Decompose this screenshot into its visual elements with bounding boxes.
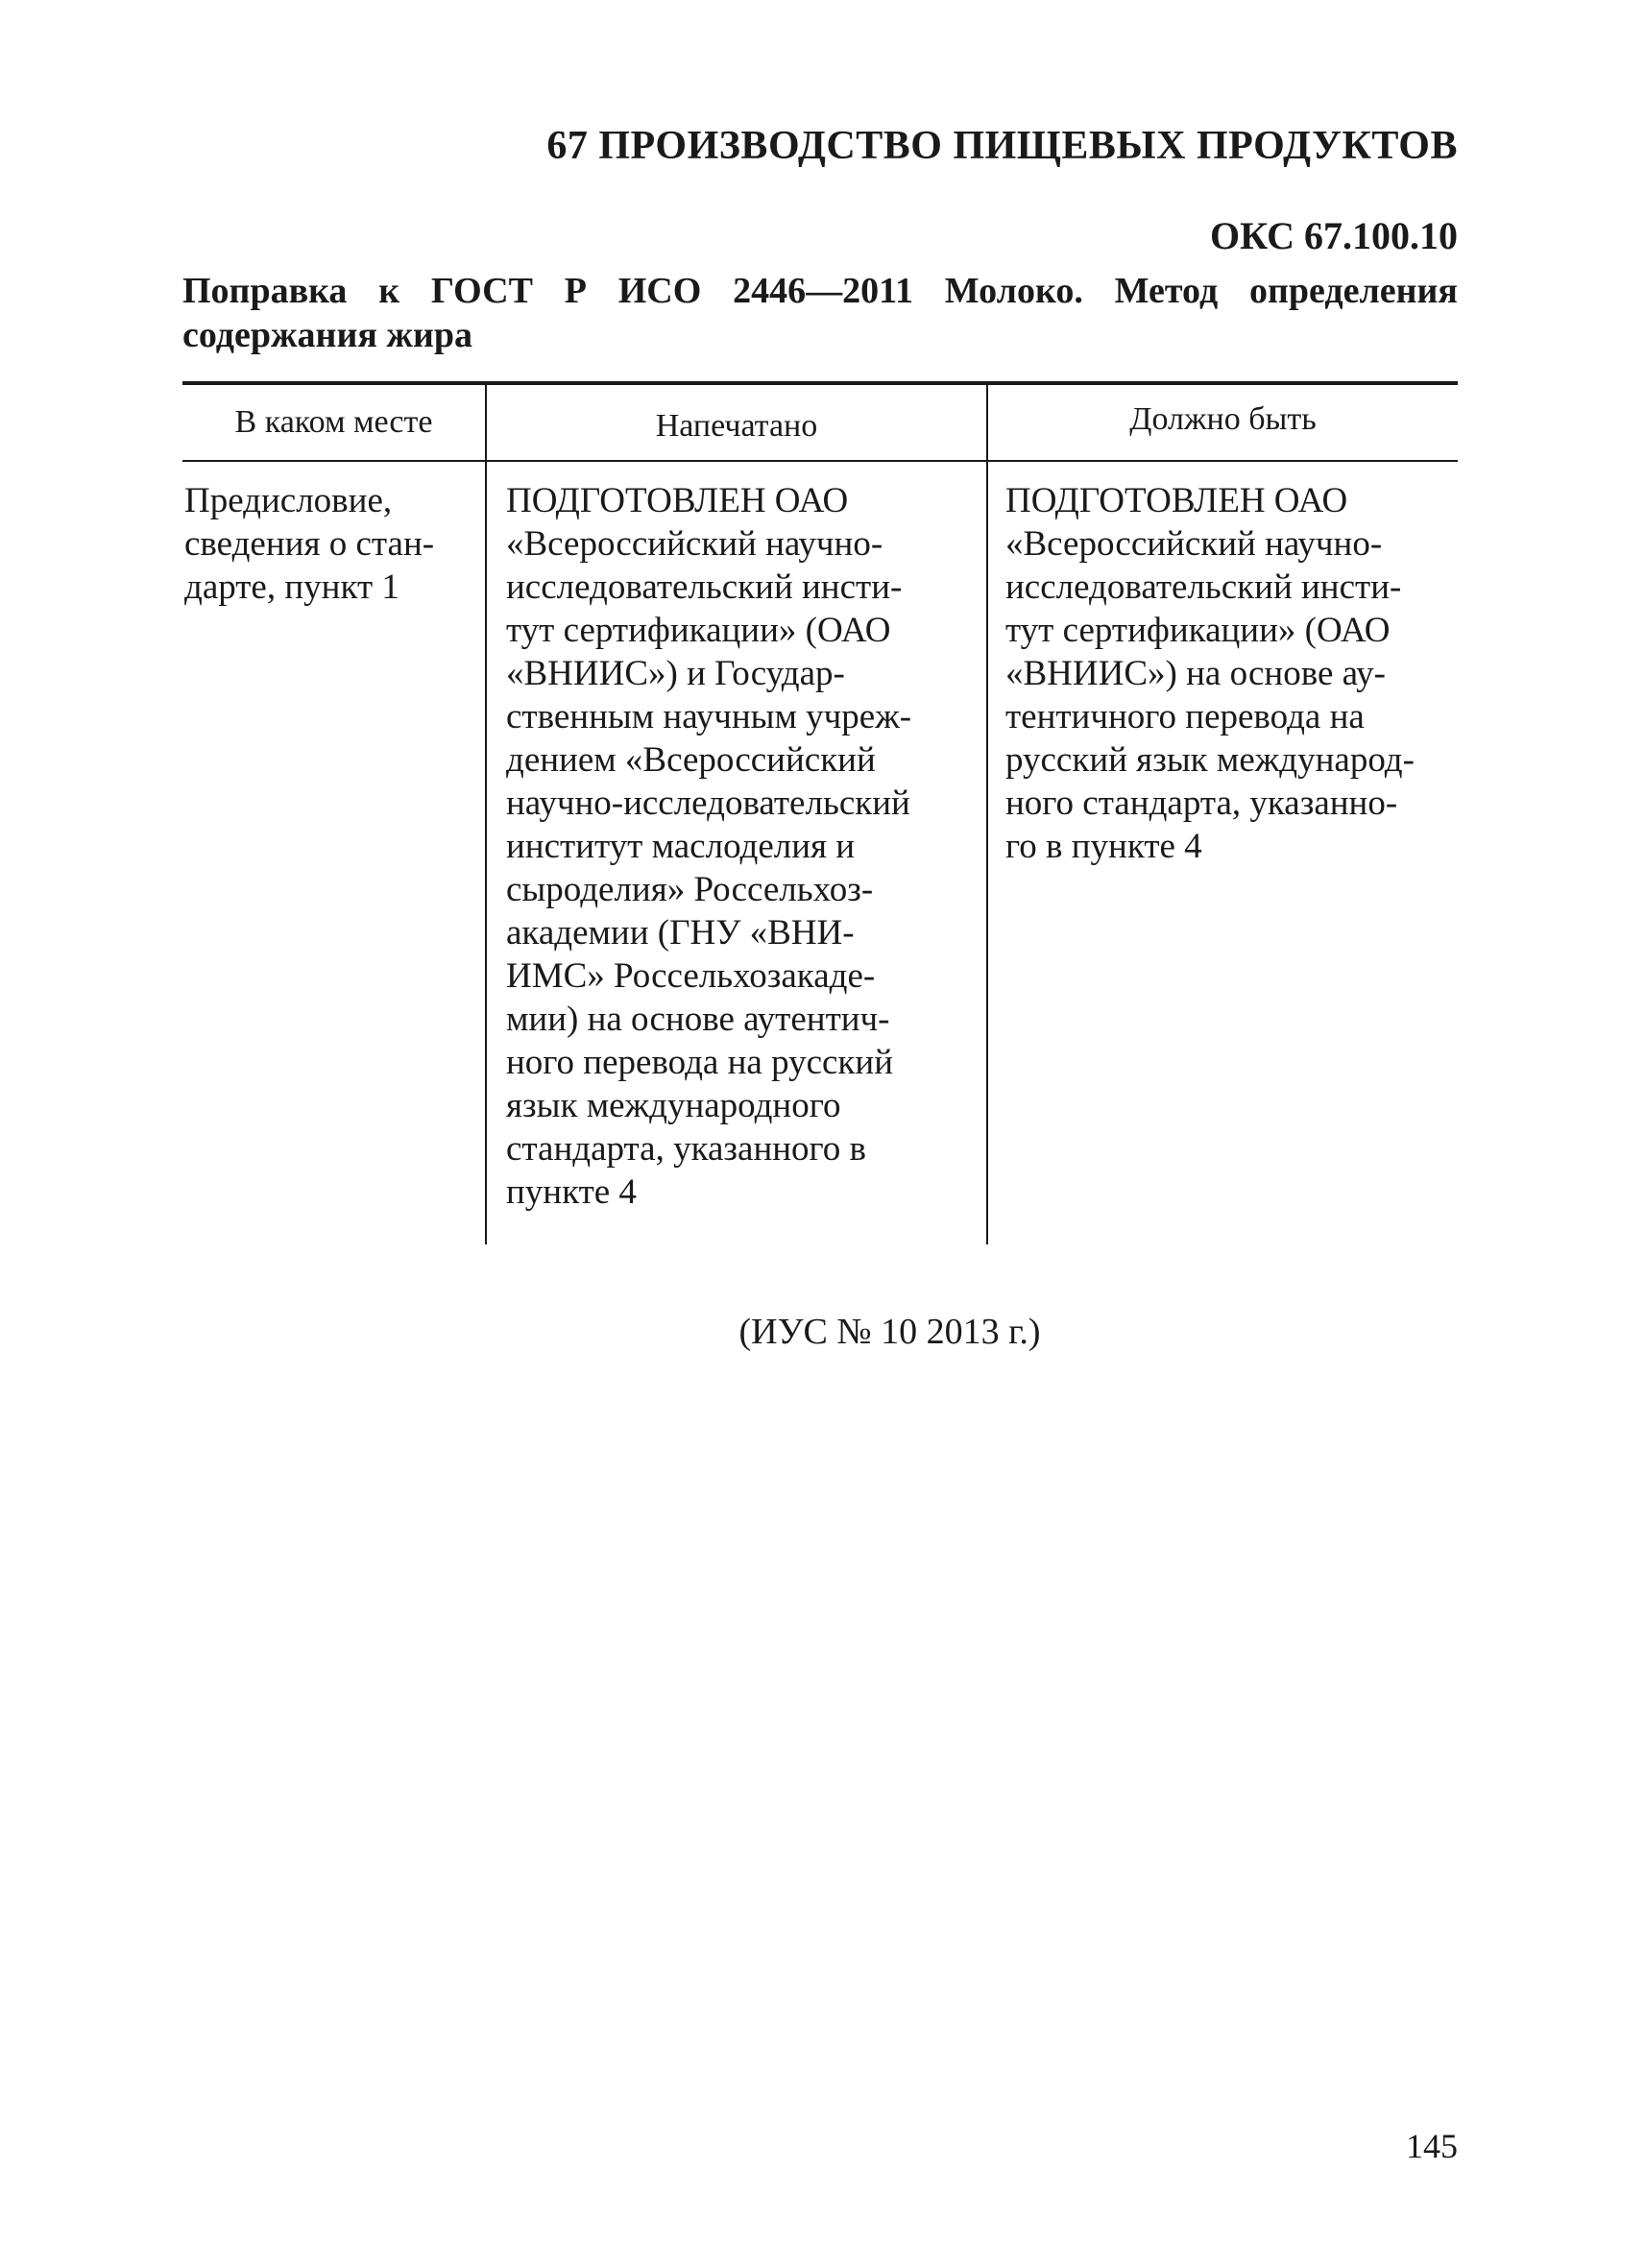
page-number: 145 bbox=[1406, 2127, 1458, 2165]
cell-line: дением «Всероссийский bbox=[506, 740, 876, 780]
cell-line: язык международного bbox=[506, 1086, 841, 1125]
cell-line: сыроделия» Россельхоз- bbox=[506, 870, 874, 909]
cell-line: академии (ГНУ «ВНИ- bbox=[506, 913, 855, 953]
cell-line: «Всероссийский научно- bbox=[1005, 524, 1383, 564]
cell-line: сведения о стан- bbox=[184, 524, 435, 564]
cell-line: мии) на основе аутентич- bbox=[506, 1000, 890, 1039]
source-note: (ИУС № 10 2013 г.) bbox=[738, 1312, 1041, 1352]
cell-line: ИМС» Россельхозакаде- bbox=[506, 956, 876, 996]
oks-code: ОКС 67.100.10 bbox=[1209, 214, 1458, 257]
cell-line: го в пункте 4 bbox=[1005, 827, 1202, 866]
cell-line: «Всероссийский научно- bbox=[506, 524, 883, 564]
cell-line: «ВНИИС») на основе ау- bbox=[1005, 654, 1386, 693]
corrections-table bbox=[182, 381, 1458, 1244]
cell-line: исследовательский инсти- bbox=[1005, 567, 1402, 607]
cell-line: «ВНИИС») и Государ- bbox=[506, 654, 845, 693]
cell-line: тут сертификации» (ОАО bbox=[506, 611, 891, 650]
header-should-be: Должно быть bbox=[987, 383, 1458, 461]
cell-where bbox=[182, 461, 486, 1244]
cell-line: ного перевода на русский bbox=[506, 1043, 894, 1082]
section-heading: 67 ПРОИЗВОДСТВО ПИЩЕВЫХ ПРОДУКТОВ bbox=[546, 124, 1458, 168]
amendment-title: Поправка к ГОСТ Р ИСО 2446—2011 Молоко. Метод определения содержания жира bbox=[182, 271, 1458, 355]
cell-line: Предисловие, bbox=[184, 481, 393, 520]
cell-line: тентичного перевода на bbox=[1005, 697, 1365, 736]
cell-line: исследовательский инсти- bbox=[506, 567, 903, 607]
source-note-container bbox=[0, 1311, 1645, 1353]
cell-should-be bbox=[987, 461, 1458, 1244]
cell-line: ного стандарта, указанно- bbox=[1005, 784, 1398, 823]
cell-line: русский язык международ- bbox=[1005, 740, 1415, 780]
cell-line: научно-исследовательский bbox=[506, 784, 910, 823]
cell-line: ПОДГОТОВЛЕН ОАО bbox=[506, 481, 849, 520]
cell-line: пункте 4 bbox=[506, 1172, 637, 1212]
cell-line: стандарта, указанного в bbox=[506, 1129, 867, 1169]
header-where: В каком месте bbox=[182, 383, 486, 461]
cell-line: дарте, пункт 1 bbox=[184, 567, 399, 607]
cell-line: ственным научным учреж- bbox=[506, 697, 912, 736]
cell-line: институт маслоделия и bbox=[506, 827, 856, 866]
cell-printed bbox=[486, 461, 987, 1244]
header-printed: Напечатано bbox=[486, 383, 987, 461]
cell-line: тут сертификации» (ОАО bbox=[1005, 611, 1391, 650]
table-header-row bbox=[182, 383, 1458, 461]
cell-line: ПОДГОТОВЛЕН ОАО bbox=[1005, 481, 1348, 520]
table-row bbox=[182, 461, 1458, 1244]
